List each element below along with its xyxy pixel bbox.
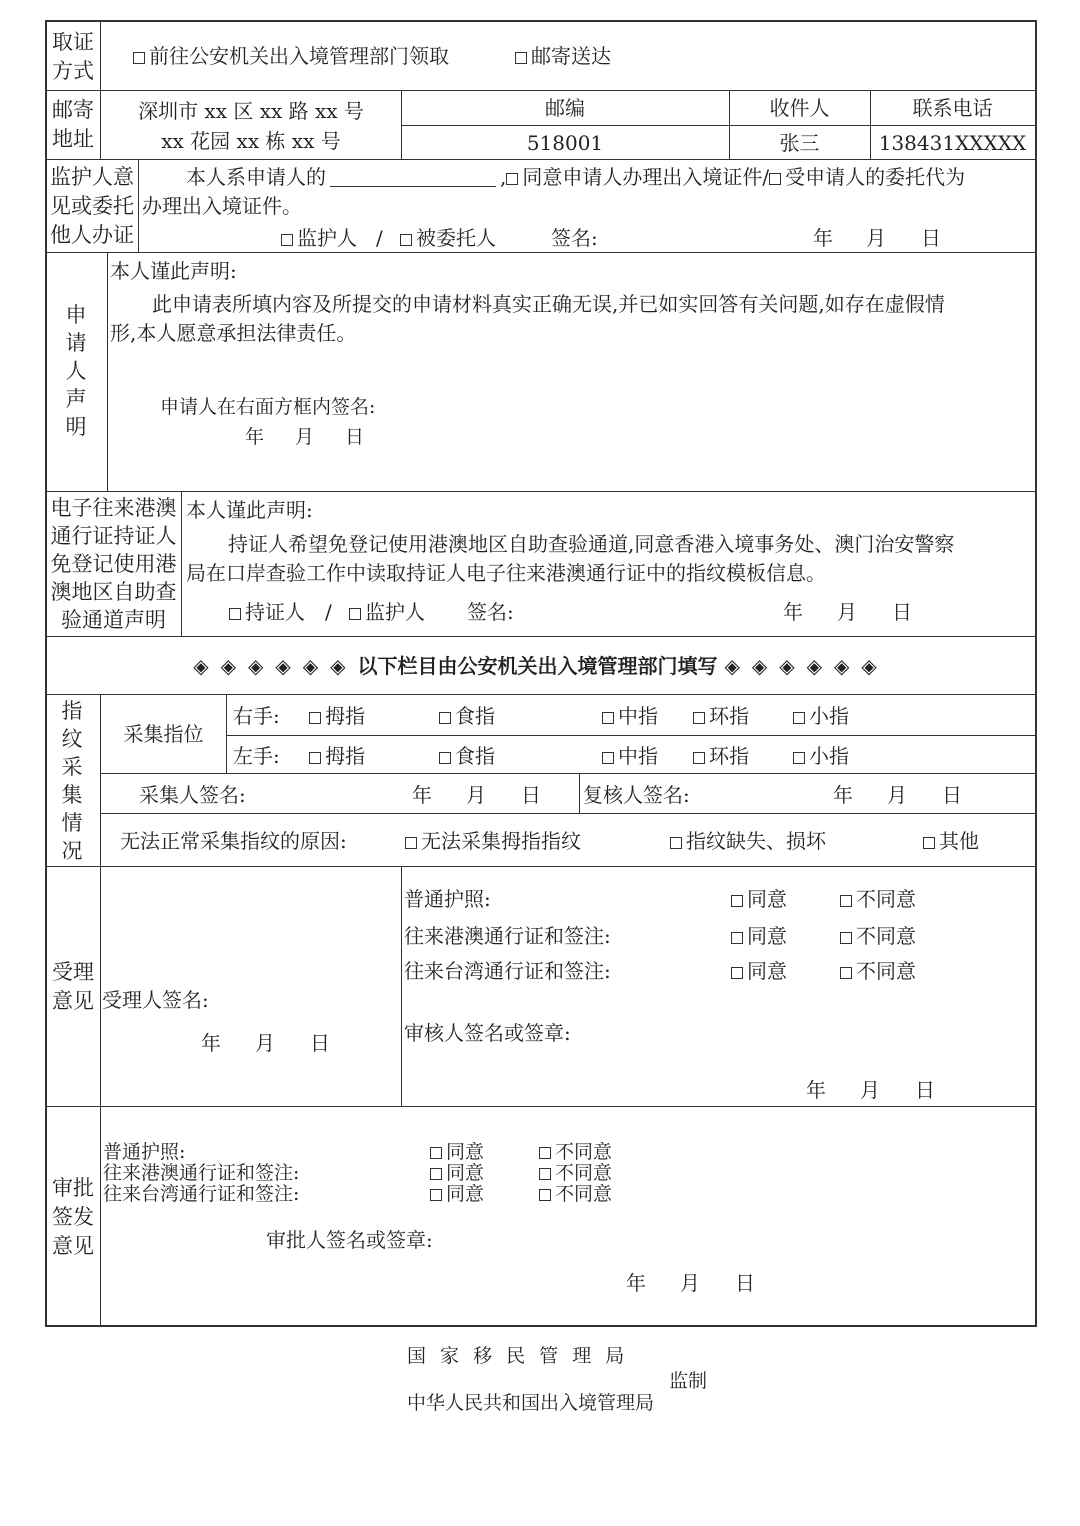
acceptance-label: 受理意见 bbox=[52, 960, 94, 1013]
checkbox-icon[interactable] bbox=[133, 52, 145, 64]
address-line1: 深圳市 xx 区 xx 路 xx 号 bbox=[138, 99, 364, 123]
right-hand-label: 右手: bbox=[233, 704, 280, 728]
date-year: 年 bbox=[783, 600, 803, 624]
date-day: 日 bbox=[310, 1031, 330, 1055]
checkbox-icon[interactable] bbox=[539, 1147, 551, 1159]
checkbox-icon[interactable] bbox=[602, 752, 614, 764]
guardian-label: 监护人意见或委托他人办证 bbox=[50, 165, 134, 247]
postcode-header: 邮编 bbox=[545, 96, 585, 120]
phone-value: 138431XXXXX bbox=[878, 131, 1027, 155]
address-line2: xx 花园 xx 栋 xx 号 bbox=[161, 129, 341, 153]
date-year: 年 bbox=[201, 1031, 221, 1055]
left-ring[interactable]: 环指 bbox=[693, 744, 749, 768]
acceptance-disagree[interactable]: 不同意 bbox=[840, 924, 916, 948]
date-year: 年 bbox=[813, 226, 833, 250]
checkbox-icon[interactable] bbox=[793, 752, 805, 764]
position-label: 采集指位 bbox=[123, 722, 204, 746]
left-hand-label: 左手: bbox=[233, 744, 280, 768]
approval-item-hkmo: 往来港澳通行证和签注: bbox=[103, 1162, 300, 1184]
recipient-header: 收件人 bbox=[769, 96, 830, 120]
fail-reason-missing[interactable]: 指纹缺失、损坏 bbox=[670, 829, 826, 853]
date-year: 年 bbox=[626, 1271, 646, 1295]
right-middle[interactable]: 中指 bbox=[602, 704, 658, 728]
approval-disagree[interactable]: 不同意 bbox=[539, 1163, 612, 1184]
right-index[interactable]: 食指 bbox=[439, 704, 495, 728]
right-ring[interactable]: 环指 bbox=[693, 704, 749, 728]
checkbox-icon[interactable] bbox=[731, 895, 743, 907]
recipient-value: 张三 bbox=[779, 131, 820, 155]
declaration-body1: 此申请表所填内容及所提交的申请材料真实正确无误,并已如实回答有关问题,如存在虚假情 bbox=[152, 292, 945, 316]
left-index[interactable]: 食指 bbox=[439, 744, 495, 768]
checkbox-icon[interactable] bbox=[430, 1168, 442, 1180]
guardian-sign: 签名: bbox=[551, 226, 598, 250]
fail-reason-thumb[interactable]: 无法采集拇指指纹 bbox=[405, 829, 581, 853]
checkbox-icon[interactable] bbox=[670, 837, 682, 849]
acceptance-item-hkmo: 往来港澳通行证和签注: bbox=[404, 924, 611, 948]
guardian-line1: 本人系申请人的 , 同意申请人办理出入境证件/ 受申请人的委托代为 bbox=[186, 165, 966, 189]
footer-org2: 中华人民共和国出入境管理局 bbox=[407, 1392, 655, 1414]
checkbox-icon[interactable] bbox=[439, 752, 451, 764]
left-little[interactable]: 小指 bbox=[793, 744, 849, 768]
checkbox-icon[interactable] bbox=[309, 712, 321, 724]
diamond-icon: ◈◈◈◈◈◈ bbox=[193, 654, 358, 678]
declaration-label: 申请人声明 bbox=[65, 303, 87, 439]
approval-item-tw: 往来台湾通行证和签注: bbox=[103, 1183, 300, 1205]
date-month: 月 bbox=[837, 600, 857, 624]
declaration-body2: 形,本人愿意承担法律责任。 bbox=[110, 321, 357, 345]
checkbox-icon[interactable] bbox=[731, 932, 743, 944]
right-thumb[interactable]: 拇指 bbox=[309, 704, 365, 728]
guardian-role2[interactable]: 被委托人 bbox=[400, 226, 496, 250]
egate-label: 电子往来港澳通行证持证人免登记使用港澳地区自助查验通道声明 bbox=[50, 496, 177, 632]
date-month: 月 bbox=[887, 783, 907, 807]
checkbox-icon[interactable] bbox=[840, 967, 852, 979]
checkbox-icon[interactable] bbox=[506, 173, 518, 185]
footer-supervise: 监制 bbox=[669, 1370, 708, 1392]
collect-method-label: 取证方式 bbox=[52, 30, 94, 83]
checkbox-icon[interactable] bbox=[840, 895, 852, 907]
checkbox-icon[interactable] bbox=[769, 173, 781, 185]
declaration-head: 本人谨此声明: bbox=[110, 259, 237, 283]
approval-disagree[interactable]: 不同意 bbox=[539, 1142, 612, 1163]
option-pickup[interactable]: 前往公安机关出入境管理部门领取 bbox=[133, 44, 449, 68]
date-month: 月 bbox=[466, 783, 486, 807]
mail-label: 邮寄地址 bbox=[52, 98, 94, 151]
approval-item-passport: 普通护照: bbox=[103, 1141, 186, 1163]
guardian-line2: 办理出入境证件。 bbox=[142, 194, 302, 218]
date-year: 年 bbox=[833, 783, 853, 807]
checkbox-icon[interactable] bbox=[309, 752, 321, 764]
acceptance-disagree[interactable]: 不同意 bbox=[840, 887, 916, 911]
auditor-sign: 审核人签名或签章: bbox=[404, 1021, 571, 1045]
egate-body2: 局在口岸查验工作中读取持证人电子往来港澳通行证中的指纹模板信息。 bbox=[186, 561, 826, 585]
approval-label: 审批签发意见 bbox=[52, 1176, 94, 1258]
date-month: 月 bbox=[295, 426, 315, 448]
date-month: 月 bbox=[866, 226, 886, 250]
fingerprint-label: 指纹采集情况 bbox=[61, 699, 83, 863]
checkbox-icon[interactable] bbox=[430, 1147, 442, 1159]
checkbox-icon[interactable] bbox=[400, 234, 412, 246]
approval-disagree[interactable]: 不同意 bbox=[539, 1184, 612, 1205]
postcode-value: 518001 bbox=[526, 131, 604, 155]
checkbox-icon[interactable] bbox=[539, 1168, 551, 1180]
checkbox-icon[interactable] bbox=[405, 837, 417, 849]
checkbox-icon[interactable] bbox=[693, 752, 705, 764]
acceptance-agree[interactable]: 同意 bbox=[731, 959, 787, 983]
checkbox-icon[interactable] bbox=[515, 52, 527, 64]
option-mail[interactable]: 邮寄送达 bbox=[515, 44, 611, 68]
checkbox-icon[interactable] bbox=[793, 712, 805, 724]
fail-reason-label: 无法正常采集指纹的原因: bbox=[120, 829, 347, 853]
checkbox-icon[interactable] bbox=[923, 837, 935, 849]
approval-agree[interactable]: 同意 bbox=[430, 1142, 484, 1163]
checkbox-icon[interactable] bbox=[349, 608, 361, 620]
egate-role1[interactable]: 持证人 bbox=[229, 600, 305, 624]
date-day: 日 bbox=[921, 226, 941, 250]
diamond-icon: ◈◈◈◈◈◈ bbox=[724, 654, 889, 678]
phone-header: 联系电话 bbox=[912, 96, 993, 120]
footer-org1: 国 家 移 民 管 理 局 bbox=[407, 1345, 629, 1367]
checkbox-icon[interactable] bbox=[539, 1189, 551, 1201]
checkbox-icon[interactable] bbox=[281, 234, 293, 246]
acceptance-agree[interactable]: 同意 bbox=[731, 887, 787, 911]
date-day: 日 bbox=[892, 600, 912, 624]
handler-sign: 受理人签名: bbox=[102, 988, 209, 1012]
date-year: 年 bbox=[412, 783, 432, 807]
left-thumb[interactable]: 拇指 bbox=[309, 744, 365, 768]
egate-sign: 签名: bbox=[467, 600, 514, 624]
acceptance-item-passport: 普通护照: bbox=[404, 887, 491, 911]
date-month: 月 bbox=[255, 1031, 275, 1055]
collector-sign: 采集人签名: bbox=[139, 783, 246, 807]
checkbox-icon[interactable] bbox=[731, 967, 743, 979]
date-day: 日 bbox=[521, 783, 541, 807]
egate-body1: 持证人希望免登记使用港澳地区自助查验通道,同意香港入境事务处、澳门治安警察 bbox=[228, 532, 955, 556]
checkbox-icon[interactable] bbox=[840, 932, 852, 944]
approval-agree[interactable]: 同意 bbox=[430, 1184, 484, 1205]
approval-agree[interactable]: 同意 bbox=[430, 1163, 484, 1184]
reviewer-sign: 复核人签名: bbox=[583, 783, 690, 807]
date-day: 日 bbox=[915, 1078, 935, 1102]
egate-head: 本人谨此声明: bbox=[186, 498, 313, 522]
checkbox-icon[interactable] bbox=[229, 608, 241, 620]
date-day: 日 bbox=[345, 426, 365, 448]
checkbox-icon[interactable] bbox=[602, 712, 614, 724]
guardian-role1[interactable]: 监护人 bbox=[281, 226, 357, 250]
fail-reason-other[interactable]: 其他 bbox=[923, 829, 979, 853]
date-day: 日 bbox=[735, 1271, 755, 1295]
acceptance-disagree[interactable]: 不同意 bbox=[840, 959, 916, 983]
date-year: 年 bbox=[806, 1078, 826, 1102]
declaration-sign-hint: 申请人在右面方框内签名: bbox=[160, 396, 376, 418]
egate-role2[interactable]: 监护人 bbox=[349, 600, 425, 624]
date-month: 月 bbox=[680, 1271, 700, 1295]
egate-sep: / bbox=[325, 600, 332, 624]
checkbox-icon[interactable] bbox=[439, 712, 451, 724]
guardian-sep: / bbox=[376, 226, 383, 250]
checkbox-icon[interactable] bbox=[693, 712, 705, 724]
date-year: 年 bbox=[245, 426, 265, 448]
acceptance-item-tw: 往来台湾通行证和签注: bbox=[404, 959, 611, 983]
relationship-blank[interactable] bbox=[330, 168, 496, 187]
checkbox-icon[interactable] bbox=[430, 1189, 442, 1201]
date-day: 日 bbox=[942, 783, 962, 807]
right-little[interactable]: 小指 bbox=[793, 704, 849, 728]
acceptance-agree[interactable]: 同意 bbox=[731, 924, 787, 948]
date-month: 月 bbox=[860, 1078, 880, 1102]
left-middle[interactable]: 中指 bbox=[602, 744, 658, 768]
approver-sign: 审批人签名或签章: bbox=[266, 1228, 433, 1252]
official-use-divider: ◈◈◈◈◈◈以下栏目由公安机关出入境管理部门填写 ◈◈◈◈◈◈ bbox=[193, 654, 889, 678]
